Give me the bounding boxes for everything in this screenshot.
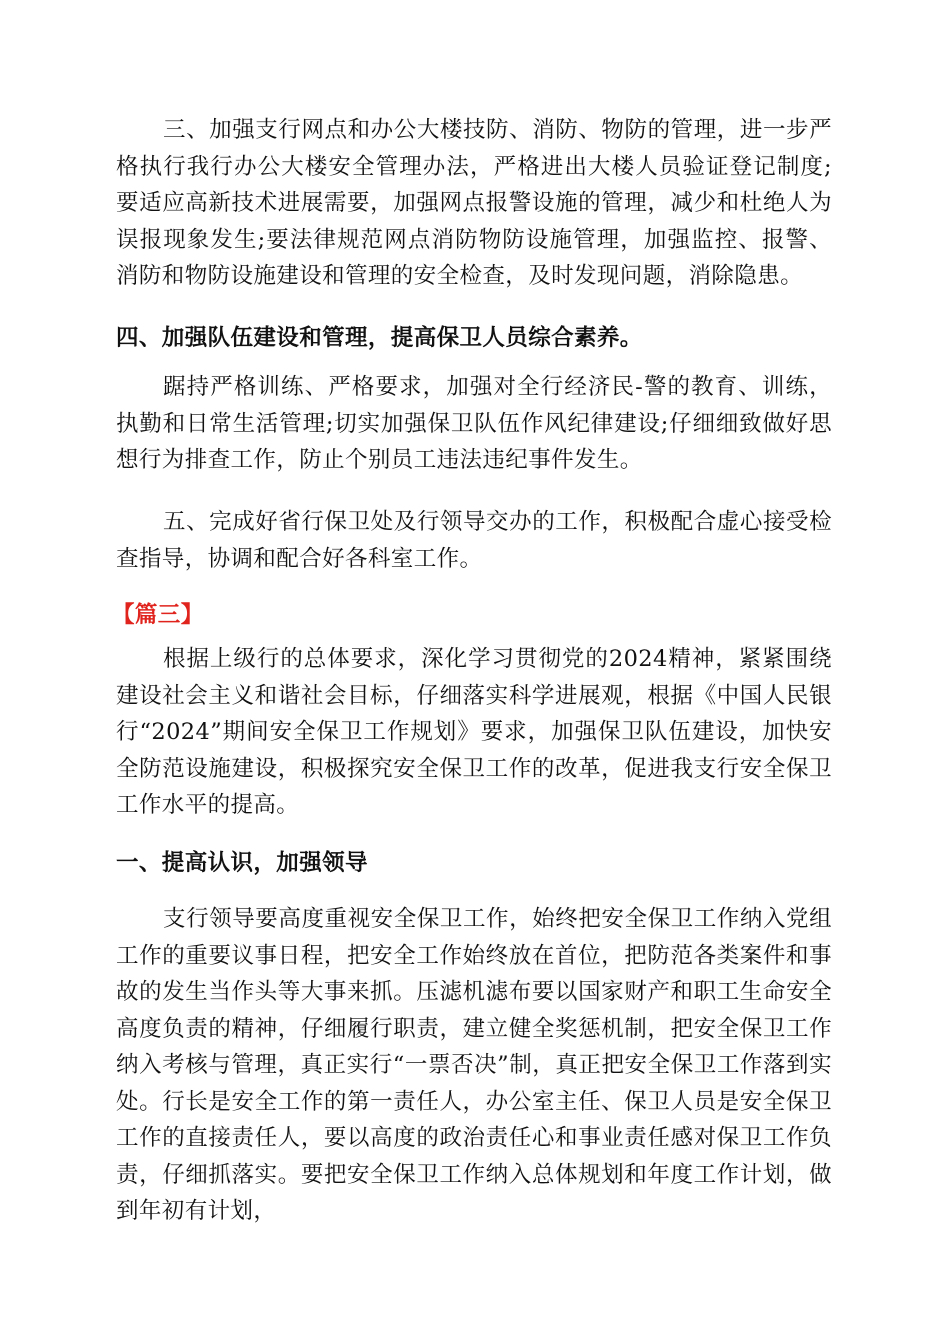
paragraph-intro: 根据上级行的总体要求，深化学习贯彻党的2024精神，紧紧围绕建设社会主义和谐社会目标，仔细落实科学进展观，根据《中国人民银行“2024”期间安全保卫工作规划》要求，加强保卫队伍建设，加快安全防范设施建设，积极探究安全保卫工作的改革，促进我支行安全保卫工作水平的提高。 bbox=[116, 646, 832, 818]
paragraph-part-one: 支行领导要高度重视安全保卫工作，始终把安全保卫工作纳入党组工作的重要议事日程，把安全工作始终放在首位，把防范各类案件和事故的发生当作头等大事来抓。压滤机滤布要以国家财产和职工生命安全高度负责的精神，仔细履行职责，建立健全奖惩机制，把安全保卫工作纳入考核与管理，真正实行“一票否决”制，真正把安全保卫工作落到实处。行长是安全工作的第一责任人，办公室主任、保卫人员是安全保卫工作的直接责任人，要以高度的政治责任心和事业责任感对保卫工作负责，仔细抓落实。要把安全保卫工作纳入总体规划和年度工作计划，做到年初有计划， bbox=[116, 906, 832, 1224]
heading-section-four: 四、加强队伍建设和管理，提高保卫人员综合素养。 bbox=[116, 325, 643, 351]
paragraph-section-three: 三、加强支行网点和办公大楼技防、消防、物防的管理，进一步严格执行我行办公大楼安全管理办法，严格进出大楼人员验证登记制度;要适应高新技术进展需要，加强网点报警设施的管理，减少和杜绝人为误报现象发生;要法律规范网点消防物防设施管理，加强监控、报警、消防和物防设施建设和管理的安全检查，及时发现问题，消除隐患。 bbox=[116, 117, 832, 289]
paragraph-section-four: 踞持严格训练、严格要求，加强对全行经济民-警的教育、训练，执勤和日常生活管理;切实加强保卫队伍作风纪律建设;仔细细致做好思想行为排查工作，防止个别员工违法违纪事件发生。 bbox=[116, 374, 832, 473]
heading-part-one: 一、提高认识，加强领导 bbox=[116, 850, 368, 876]
paragraph-section-five: 五、完成好省行保卫处及行领导交办的工作，积极配合虚心接受检查指导，协调和配合好各科室工作。 bbox=[116, 509, 832, 572]
part-title: 【篇三】 bbox=[112, 602, 204, 628]
